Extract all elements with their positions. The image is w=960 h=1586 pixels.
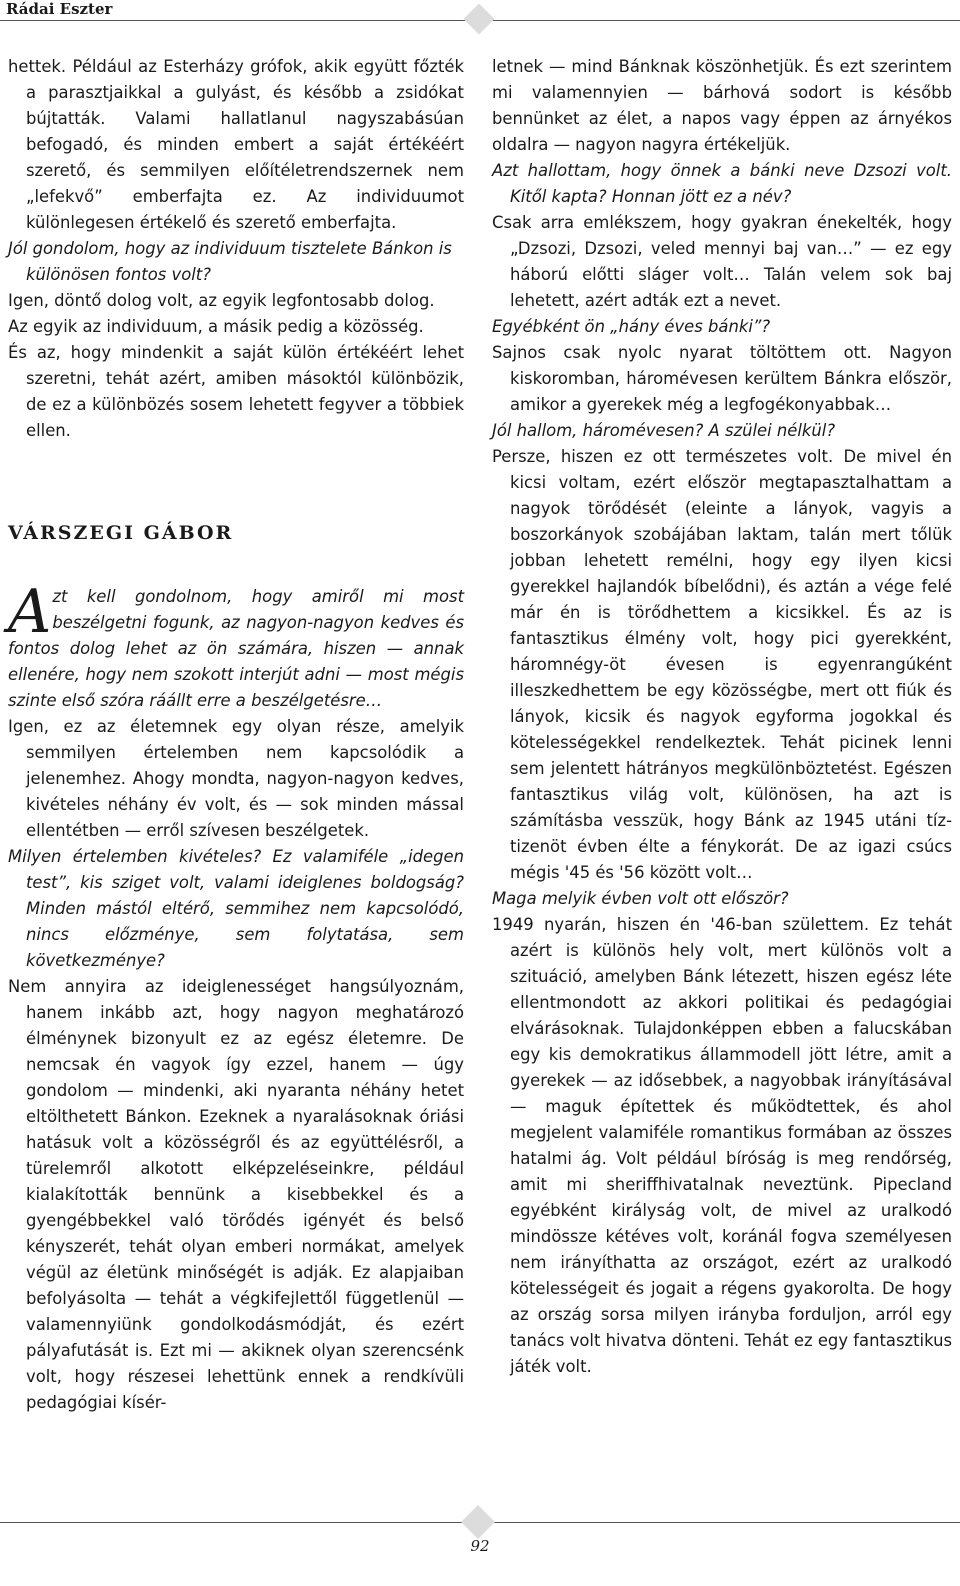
paragraph-continuation: letnek — mind Bánknak köszönhetjük. És ezt szerintem mi valamennyien — bárhová sodort is később bennünket az élet, a napos vagy éppen az árnyékos oldalra — nagyon nagyra értékeljük.: [492, 57, 952, 154]
question: Jól gondolom, hogy az individuum tisztelete Bánkon is különösen fontos volt?: [8, 239, 452, 284]
answer: Igen, ez az életemnek egy olyan része, amelyik semmilyen értelemben nem kapcsolódik a jelenemhez. Ahogy mondta, nagyon-nagyon kedves, kivételes néhány év volt, és — sok minden mással ellentétben — erről szívesen beszélgetek.: [8, 717, 464, 840]
question: Azt hallottam, hogy önnek a bánki neve Dzsozi volt. Kitől kapta? Honnan jött ez a név?: [492, 161, 952, 206]
drop-cap: A: [8, 577, 52, 647]
answer: Sajnos csak nyolc nyarat töltöttem ott. Nagyon kiskoromban, háromévesen kerültem Bánkra először, amikor a gyerekek még a legfogékonyabbak…: [492, 343, 952, 414]
question: Maga melyik évben volt ott először?: [492, 889, 789, 908]
header-diamond-ornament: [463, 3, 494, 34]
intro-text: zt kell gondolnom, hogy amiről mi most beszélgetni fogunk, az nagyon-nagyon kedves és fontos dolog lehet az ön számára, hiszen — annak ellenére, hogy nem szokott interjút adni — most mégis szinte első szóra ráállt erre a beszélgetésre…: [8, 587, 464, 710]
paragraph: hettek. Például az Esterházy grófok, akik együtt főzték a parasztjaikkal a gulyást, és később a zsidókat bújtatták. Valami hallatlanul nagyszabásúan befogadó, és minden embert a saját értékéért szerető, és semmilyen előítéletrendszernek nem „lefekvő” emberfajta ez. Az individuumot különlegesen értékelő és szerető emberfajta.: [8, 57, 464, 232]
answer: Csak arra emlékszem, hogy gyakran énekelték, hogy „Dzsozi, Dzsozi, veled mennyi baj van…” — ez egy háború előtti sláger volt… Talán velem sok baj lehetett, azért adták ezt a nevet.: [492, 213, 952, 310]
footer-diamond-ornament: [461, 1505, 495, 1539]
section-title: VÁRSZEGI GÁBOR: [8, 522, 234, 544]
page-number: 92: [470, 1537, 490, 1555]
question: Egyébként ön „hány éves bánki”?: [492, 317, 771, 336]
question: Milyen értelemben kivételes? Ez valamiféle „idegen test”, kis sziget volt, valami ideiglenes boldogság? Minden mástól eltérő, semmihez nem kapcsolódó, nincs előzménye, sem folytatása, sem következménye?: [8, 847, 464, 970]
answer: Persze, hiszen ez ott természetes volt. De mivel én kicsi voltam, ezért először megtapasztalhattam a nagyok törődését (eleinte a lányok, vagyis a boszorkányok szobájában laktam, talán mert tőlük jobban lehetett remélni, hogy egy ilyen kicsi gyerekkel hajlandók bíbelődni), és aztán a vége felé már én is törődhettem a kicsikkel. És az is fantasztikus élmény volt, hogy pici gyerekként, háromnégy-öt évesen is egyenrangúként illeszkedhettem be egy közösségbe, mert ott fiúk és lányok, kicsik és nagyok egyforma jogokkal és kötelességekkel rendelkeztek. Tehát picinek lenni sem jelentett hátrányos megkülönböztetést. Egészen fantasztikus világ volt, különösen, ha azt is számításba vesszük, hogy Bánk az 1945 utáni tíz-tizenöt évben élte a fénykorát. De az igazi csúcs mégis '45 és '56 között volt…: [492, 447, 952, 882]
answer-line: Az egyik az individuum, a másik pedig a közösség.: [8, 317, 424, 336]
answer: És az, hogy mindenkit a saját külön értékéért lehet szeretni, tehát azért, amiben másoktól különbözik, de ez a különbözés sosem lehetett fegyver a többiek ellen.: [8, 343, 464, 440]
header-author: Rádai Eszter: [6, 0, 113, 18]
answer: Nem annyira az ideiglenességet hangsúlyoznám, hanem inkább azt, hogy nagyon meghatározó élménynek bizonyult ez az egész életemre. De nemcsak én vagyok így ezzel, hanem — úgy gondolom — mindenki, aki nyaranta néhány hetet eltölthetett Bánkon. Ezeknek a nyaralásoknak óriási hatásuk volt a közösségről és az együttélésről, a türelemről alkotott elképzeléseinkre, például kialakították bennünk a kisebbekkel és a gyengébbekkel való törődés igényét és belső kényszerét, tehát olyan emberi normákat, amelyek végül az életünk minőségét is adják. Ez alapjaiban befolyásolta — tehát a végkifejlettől függetlenül — valamennyiünk gondolkodásmódját, és ezért pályafutását is. Ezt mi — akiknek olyan szerencsénk volt, hogy részesei lehettünk ennek a rendkívüli pedagógiai kísér-: [8, 977, 464, 1412]
answer-line: Igen, döntő dolog volt, az egyik legfontosabb dolog.: [8, 291, 435, 310]
right-column: [492, 54, 952, 1380]
intro-question: [8, 577, 464, 714]
answer: 1949 nyarán, hiszen én '46-ban születtem. Ez tehát azért is különös hely volt, mert különös volt a szituáció, amelyben Bánk létezett, hiszen egész léte ellentmondott az akkori politikai és pedagógiai elvárásoknak. Tulajdonképpen ebben a falucskában egy kis demokratikus állammodell jött létre, amit a gyerekek — az idősebbek, a nagyobbak irányításával — maguk építettek és működtettek, és ahol megjelent valamiféle romantikus formában az összes hatalmi ág. Volt például bíróság is meg rendőrség, amit mi sheriffhivatalnak neveztünk. Pipecland egyébként királyság volt, de mivel az uralkodó mindössze kétéves volt, koránál fogva személyesen nem irányíthatta az országot, ezért az uralkodó kötelességeit és jogait a régens gyakorolta. De hogy az ország sorsa milyen irányba forduljon, arról egy tanács volt hivatva dönteni. Tehát ez egy fantasztikus játék volt.: [492, 915, 952, 1376]
left-column: [8, 54, 464, 1416]
question: Jól hallom, háromévesen? A szülei nélkül?: [492, 421, 836, 440]
